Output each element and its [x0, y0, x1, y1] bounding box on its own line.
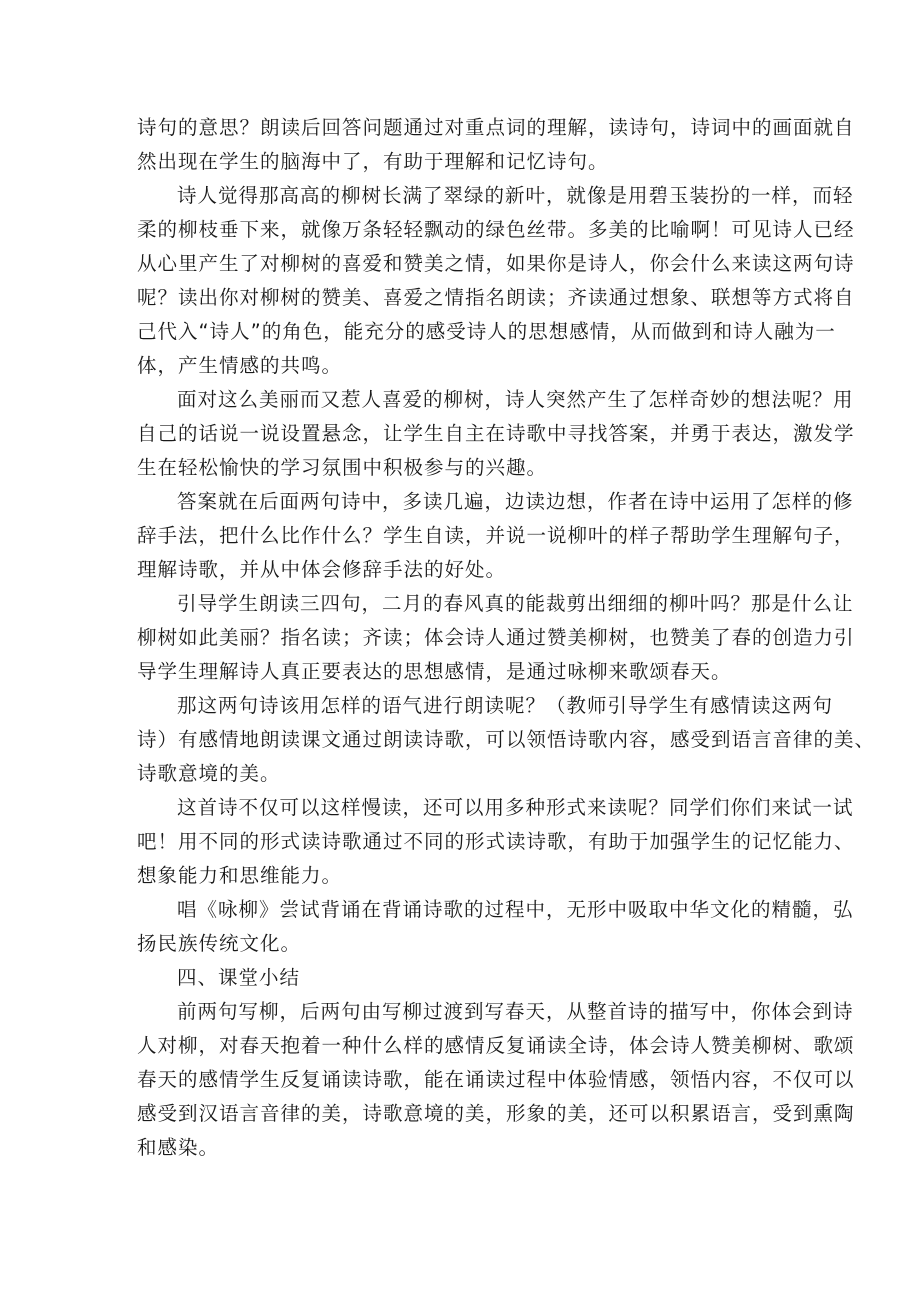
text-line: 诗歌意境的美。 — [137, 762, 281, 785]
text-line: 柳树如此美丽？指名读；齐读；体会诗人通过赞美柳树，也赞美了春的创造力引 — [137, 626, 855, 649]
text-line: 那这两句诗该用怎样的语气进行朗读呢？（教师引导学生有感情读这两句 — [177, 694, 834, 717]
text-line: 呢？读出你对柳树的赞美、喜爱之情指名朗读；齐读通过想象、联想等方式将自 — [137, 286, 855, 309]
text-line: 辞手法，把什么比作什么？学生自读，并说一说柳叶的样子帮助学生理解句子， — [137, 524, 855, 547]
text-line: 然出现在学生的脑海中了，有助于理解和记忆诗句。 — [137, 150, 609, 173]
text-line: 扬民族传统文化。 — [137, 932, 302, 955]
text-line: 面对这么美丽而又惹人喜爱的柳树，诗人突然产生了怎样奇妙的想法呢？用 — [177, 388, 854, 411]
text-line: 四、课堂小结 — [177, 966, 301, 989]
text-line: 诗）有感情地朗读课文通过朗读诗歌，可以领悟诗歌内容，感受到语言音律的美、 — [137, 728, 876, 751]
text-line: 答案就在后面两句诗中，多读几遍，边读边想，作者在诗中运用了怎样的修 — [177, 490, 854, 513]
text-line: 柔的柳枝垂下来，就像万条轻轻飘动的绿色丝带。多美的比喻啊！可见诗人已经 — [137, 218, 855, 241]
text-line: 己代入“诗人”的角色，能充分的感受诗人的思想感情，从而做到和诗人融为一 — [137, 320, 836, 343]
text-line: 生在轻松愉快的学习氛围中积极参与的兴趣。 — [137, 456, 548, 479]
text-line: 唱《咏柳》尝试背诵在背诵诗歌的过程中，无形中吸取中华文化的精髓，弘 — [177, 898, 854, 921]
document-body — [137, 111, 876, 1165]
text-line: 引导学生朗读三四句，二月的春风真的能裁剪出细细的柳叶吗？那是什么让 — [177, 592, 854, 615]
text-line: 人对柳，对春天抱着一种什么样的感情反复诵读全诗，体会诗人赞美柳树、歌颂 — [137, 1034, 855, 1057]
text-line: 前两句写柳，后两句由写柳过渡到写春天，从整首诗的描写中，你体会到诗 — [177, 1000, 854, 1023]
text-line: 从心里产生了对柳树的喜爱和赞美之情，如果你是诗人，你会什么来读这两句诗 — [137, 252, 855, 275]
text-line: 吧！用不同的形式读诗歌通过不同的形式读诗歌，有助于加强学生的记忆能力、 — [137, 830, 855, 853]
text-line: 感受到汉语言音律的美，诗歌意境的美，形象的美，还可以积累语言，受到熏陶 — [137, 1102, 855, 1125]
text-line: 和感染。 — [137, 1136, 220, 1159]
text-line: 这首诗不仅可以这样慢读，还可以用多种形式来读呢？同学们你们来试一试 — [177, 796, 854, 819]
text-line: 体，产生情感的共鸣。 — [137, 354, 343, 377]
text-line: 理解诗歌，并从中体会修辞手法的好处。 — [137, 558, 507, 581]
text-line: 导学生理解诗人真正要表达的思想感情，是通过咏柳来歌颂春天。 — [137, 660, 732, 683]
text-line: 诗句的意思？朗读后回答问题通过对重点词的理解，读诗句，诗词中的画面就自 — [137, 116, 855, 139]
text-line: 想象能力和思维能力。 — [137, 864, 343, 887]
text-line: 春天的感情学生反复诵读诗歌，能在诵读过程中体验情感，领悟内容，不仅可以 — [137, 1068, 855, 1091]
text-line: 诗人觉得那高高的柳树长满了翠绿的新叶，就像是用碧玉装扮的一样，而轻 — [177, 184, 854, 207]
text-line: 自己的话说一说设置悬念，让学生自主在诗歌中寻找答案，并勇于表达，激发学 — [137, 422, 855, 445]
